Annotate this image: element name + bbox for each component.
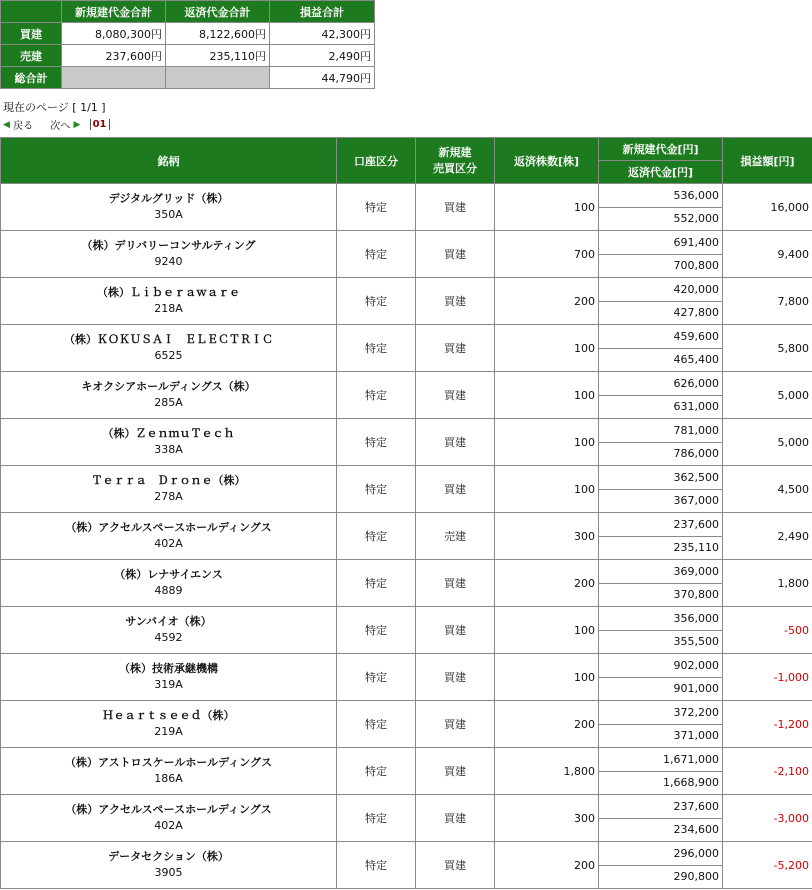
profit-loss: 16,000 <box>723 184 812 231</box>
table-row <box>1 795 812 819</box>
stock-code: 218A <box>154 302 183 315</box>
summary-total-empty <box>62 67 166 89</box>
stock-name[interactable]: （株）アストロスケールホールディングス <box>65 756 272 769</box>
pager-nav <box>3 117 110 132</box>
table-row <box>1 466 812 490</box>
col-header-account: 口座区分 <box>337 138 416 184</box>
trade-side: 買建 <box>416 607 495 654</box>
stock-name[interactable]: （株）Ｌｉｂｅｒａｗａｒｅ <box>97 286 240 299</box>
stock-code: 4592 <box>154 631 183 644</box>
stock-name[interactable]: （株）レナサイエンス <box>114 568 223 581</box>
repay-qty: 100 <box>495 466 599 513</box>
trade-side: 買建 <box>416 325 495 372</box>
new-price: 459,600 <box>599 325 723 349</box>
new-price: 1,671,000 <box>599 748 723 772</box>
summary-new-total: 8,080,300円 <box>62 23 166 45</box>
account-type: 特定 <box>337 419 416 466</box>
repay-qty: 100 <box>495 372 599 419</box>
stock-code: 219A <box>154 725 183 738</box>
table-row <box>1 748 812 772</box>
repay-qty: 100 <box>495 325 599 372</box>
stock-name[interactable]: キオクシアホールディングス（株） <box>81 380 256 393</box>
trade-side: 買建 <box>416 795 495 842</box>
stock-name-cell <box>1 701 337 748</box>
summary-new-total: 237,600円 <box>62 45 166 67</box>
stock-name[interactable]: （株）アクセルスペースホールディングス <box>65 803 272 816</box>
next-link[interactable]: 次へ <box>50 121 71 132</box>
stock-name-cell <box>1 654 337 701</box>
trade-side: 買建 <box>416 654 495 701</box>
trade-side: 買建 <box>416 842 495 889</box>
repay-qty: 300 <box>495 513 599 560</box>
stock-code: 3905 <box>154 866 183 879</box>
new-price: 237,600 <box>599 513 723 537</box>
repay-price: 465,400 <box>599 348 723 372</box>
trade-side: 買建 <box>416 419 495 466</box>
col-header-repay-price: 返済代金[円] <box>599 161 723 184</box>
profit-loss: 4,500 <box>723 466 812 513</box>
account-type: 特定 <box>337 795 416 842</box>
profit-loss: -1,000 <box>723 654 812 701</box>
table-row <box>1 184 812 208</box>
next-arrow-icon[interactable]: ▶ <box>73 119 81 130</box>
stock-code: 4889 <box>154 584 183 597</box>
stock-name-cell <box>1 513 337 560</box>
stock-name[interactable]: Ｔｅｒｒａ Ｄｒｏｎｅ（株） <box>91 474 246 487</box>
repay-price: 290,800 <box>599 865 723 889</box>
repay-qty: 200 <box>495 842 599 889</box>
repay-qty: 700 <box>495 231 599 278</box>
summary-row-sell <box>1 45 375 67</box>
new-price: 781,000 <box>599 419 723 443</box>
account-type: 特定 <box>337 842 416 889</box>
repay-qty: 200 <box>495 701 599 748</box>
col-header-side-1: 新規建 <box>438 145 472 159</box>
stock-name-cell <box>1 278 337 325</box>
account-type: 特定 <box>337 466 416 513</box>
col-header-new-price: 新規建代金[円] <box>599 138 723 161</box>
profit-loss: -5,200 <box>723 842 812 889</box>
trade-side: 買建 <box>416 231 495 278</box>
stock-name[interactable]: サンバイオ（株） <box>125 615 212 628</box>
trade-side: 買建 <box>416 701 495 748</box>
account-type: 特定 <box>337 607 416 654</box>
repay-qty: 1,800 <box>495 748 599 795</box>
trade-side: 買建 <box>416 372 495 419</box>
new-price: 902,000 <box>599 654 723 678</box>
account-type: 特定 <box>337 325 416 372</box>
stock-name[interactable]: （株）技術承継機構 <box>119 662 218 675</box>
profit-loss: -500 <box>723 607 812 654</box>
repay-price: 631,000 <box>599 395 723 419</box>
table-row <box>1 654 812 678</box>
repay-qty: 100 <box>495 607 599 654</box>
summary-row-label: 買建 <box>1 23 62 45</box>
repay-price: 901,000 <box>599 677 723 701</box>
stock-name-cell <box>1 466 337 513</box>
stock-code: 350A <box>154 208 183 221</box>
summary-row-total <box>1 67 375 89</box>
col-header-side-2: 売買区分 <box>433 161 477 175</box>
summary-total-label: 総合計 <box>1 67 62 89</box>
summary-grand-total: 44,790円 <box>270 67 375 89</box>
page-info: 現在のページ [ 1/1 ] <box>3 101 106 114</box>
profit-loss: -2,100 <box>723 748 812 795</box>
profit-loss: 9,400 <box>723 231 812 278</box>
repay-price: 235,110 <box>599 536 723 560</box>
profit-loss: 1,800 <box>723 560 812 607</box>
new-price: 536,000 <box>599 184 723 208</box>
repay-qty: 200 <box>495 560 599 607</box>
col-header-side <box>416 138 495 184</box>
stock-name[interactable]: データセクション（株） <box>108 850 229 863</box>
stock-name-cell <box>1 560 337 607</box>
summary-total-empty <box>166 67 270 89</box>
positions-table <box>0 137 812 889</box>
page-number-link[interactable]: 01 <box>90 119 110 130</box>
trade-side: 買建 <box>416 560 495 607</box>
new-price: 420,000 <box>599 278 723 302</box>
stock-name-cell <box>1 372 337 419</box>
new-price: 691,400 <box>599 231 723 255</box>
repay-price: 786,000 <box>599 442 723 466</box>
summary-repay-total: 8,122,600円 <box>166 23 270 45</box>
new-price: 362,500 <box>599 466 723 490</box>
stock-code: 319A <box>154 678 183 691</box>
new-price: 356,000 <box>599 607 723 631</box>
stock-name-cell <box>1 748 337 795</box>
stock-name-cell <box>1 795 337 842</box>
repay-qty: 100 <box>495 419 599 466</box>
account-type: 特定 <box>337 372 416 419</box>
trade-side: 買建 <box>416 466 495 513</box>
stock-code: 402A <box>154 537 183 550</box>
account-type: 特定 <box>337 654 416 701</box>
profit-loss: 5,000 <box>723 419 812 466</box>
summary-pl-total: 42,300円 <box>270 23 375 45</box>
back-link[interactable]: 戻る <box>13 121 34 132</box>
account-type: 特定 <box>337 701 416 748</box>
stock-code: 402A <box>154 819 183 832</box>
repay-price: 234,600 <box>599 818 723 842</box>
repay-price: 370,800 <box>599 583 723 607</box>
stock-name-cell <box>1 842 337 889</box>
trade-side: 買建 <box>416 184 495 231</box>
stock-code: 285A <box>154 396 183 409</box>
summary-pl-total: 2,490円 <box>270 45 375 67</box>
account-type: 特定 <box>337 513 416 560</box>
col-header-pl: 損益額[円] <box>723 138 812 184</box>
table-row <box>1 372 812 396</box>
table-row <box>1 701 812 725</box>
profit-loss: 5,000 <box>723 372 812 419</box>
stock-name[interactable]: （株）ＫＯＫＵＳＡＩ ＥＬＥＣＴＲＩＣ <box>64 333 273 346</box>
new-price: 296,000 <box>599 842 723 866</box>
col-header-qty: 返済株数[株] <box>495 138 599 184</box>
summary-row-buy <box>1 23 375 45</box>
table-row <box>1 560 812 584</box>
table-row <box>1 842 812 866</box>
summary-header-pl: 損益合計 <box>270 1 375 23</box>
summary-header-repay: 返済代金合計 <box>166 1 270 23</box>
account-type: 特定 <box>337 748 416 795</box>
trade-side: 買建 <box>416 748 495 795</box>
table-row <box>1 278 812 302</box>
stock-code: 338A <box>154 443 183 456</box>
profit-loss: -3,000 <box>723 795 812 842</box>
stock-code: 6525 <box>154 349 183 362</box>
account-type: 特定 <box>337 184 416 231</box>
summary-repay-total: 235,110円 <box>166 45 270 67</box>
stock-name-cell <box>1 607 337 654</box>
profit-loss: 2,490 <box>723 513 812 560</box>
table-row <box>1 325 812 349</box>
account-type: 特定 <box>337 560 416 607</box>
stock-name[interactable]: （株）デリバリーコンサルティング <box>81 239 256 252</box>
stock-code: 278A <box>154 490 183 503</box>
summary-table <box>0 0 375 89</box>
repay-qty: 100 <box>495 654 599 701</box>
new-price: 372,200 <box>599 701 723 725</box>
stock-code: 186A <box>154 772 183 785</box>
profit-loss: -1,200 <box>723 701 812 748</box>
account-type: 特定 <box>337 278 416 325</box>
stock-code: 9240 <box>154 255 183 268</box>
stock-name-cell <box>1 325 337 372</box>
new-price: 237,600 <box>599 795 723 819</box>
table-row <box>1 607 812 631</box>
stock-name[interactable]: （株）アクセルスペースホールディングス <box>65 521 272 534</box>
repay-price: 371,000 <box>599 724 723 748</box>
trade-side: 買建 <box>416 278 495 325</box>
table-row <box>1 513 812 537</box>
stock-name-cell <box>1 231 337 278</box>
stock-name[interactable]: デジタルグリッド（株） <box>108 192 229 205</box>
repay-price: 1,668,900 <box>599 771 723 795</box>
profit-loss: 7,800 <box>723 278 812 325</box>
repay-price: 427,800 <box>599 301 723 325</box>
summary-row-label: 売建 <box>1 45 62 67</box>
stock-name[interactable]: （株）ＺｅｎｍｕＴｅｃｈ <box>102 427 235 440</box>
col-header-name: 銘柄 <box>1 138 337 184</box>
table-row <box>1 231 812 255</box>
summary-header-new: 新規建代金合計 <box>62 1 166 23</box>
stock-name-cell <box>1 419 337 466</box>
profit-loss: 5,800 <box>723 325 812 372</box>
repay-price: 552,000 <box>599 207 723 231</box>
repay-price: 367,000 <box>599 489 723 513</box>
trade-side: 売建 <box>416 513 495 560</box>
back-arrow-icon[interactable]: ◀ <box>3 119 10 130</box>
repay-qty: 200 <box>495 278 599 325</box>
table-row <box>1 419 812 443</box>
stock-name-cell <box>1 184 337 231</box>
repay-qty: 300 <box>495 795 599 842</box>
repay-price: 700,800 <box>599 254 723 278</box>
summary-corner <box>1 1 62 23</box>
new-price: 626,000 <box>599 372 723 396</box>
stock-name[interactable]: Ｈｅａｒｔｓｅｅｄ（株） <box>102 709 235 722</box>
repay-price: 355,500 <box>599 630 723 654</box>
account-type: 特定 <box>337 231 416 278</box>
repay-qty: 100 <box>495 184 599 231</box>
new-price: 369,000 <box>599 560 723 584</box>
